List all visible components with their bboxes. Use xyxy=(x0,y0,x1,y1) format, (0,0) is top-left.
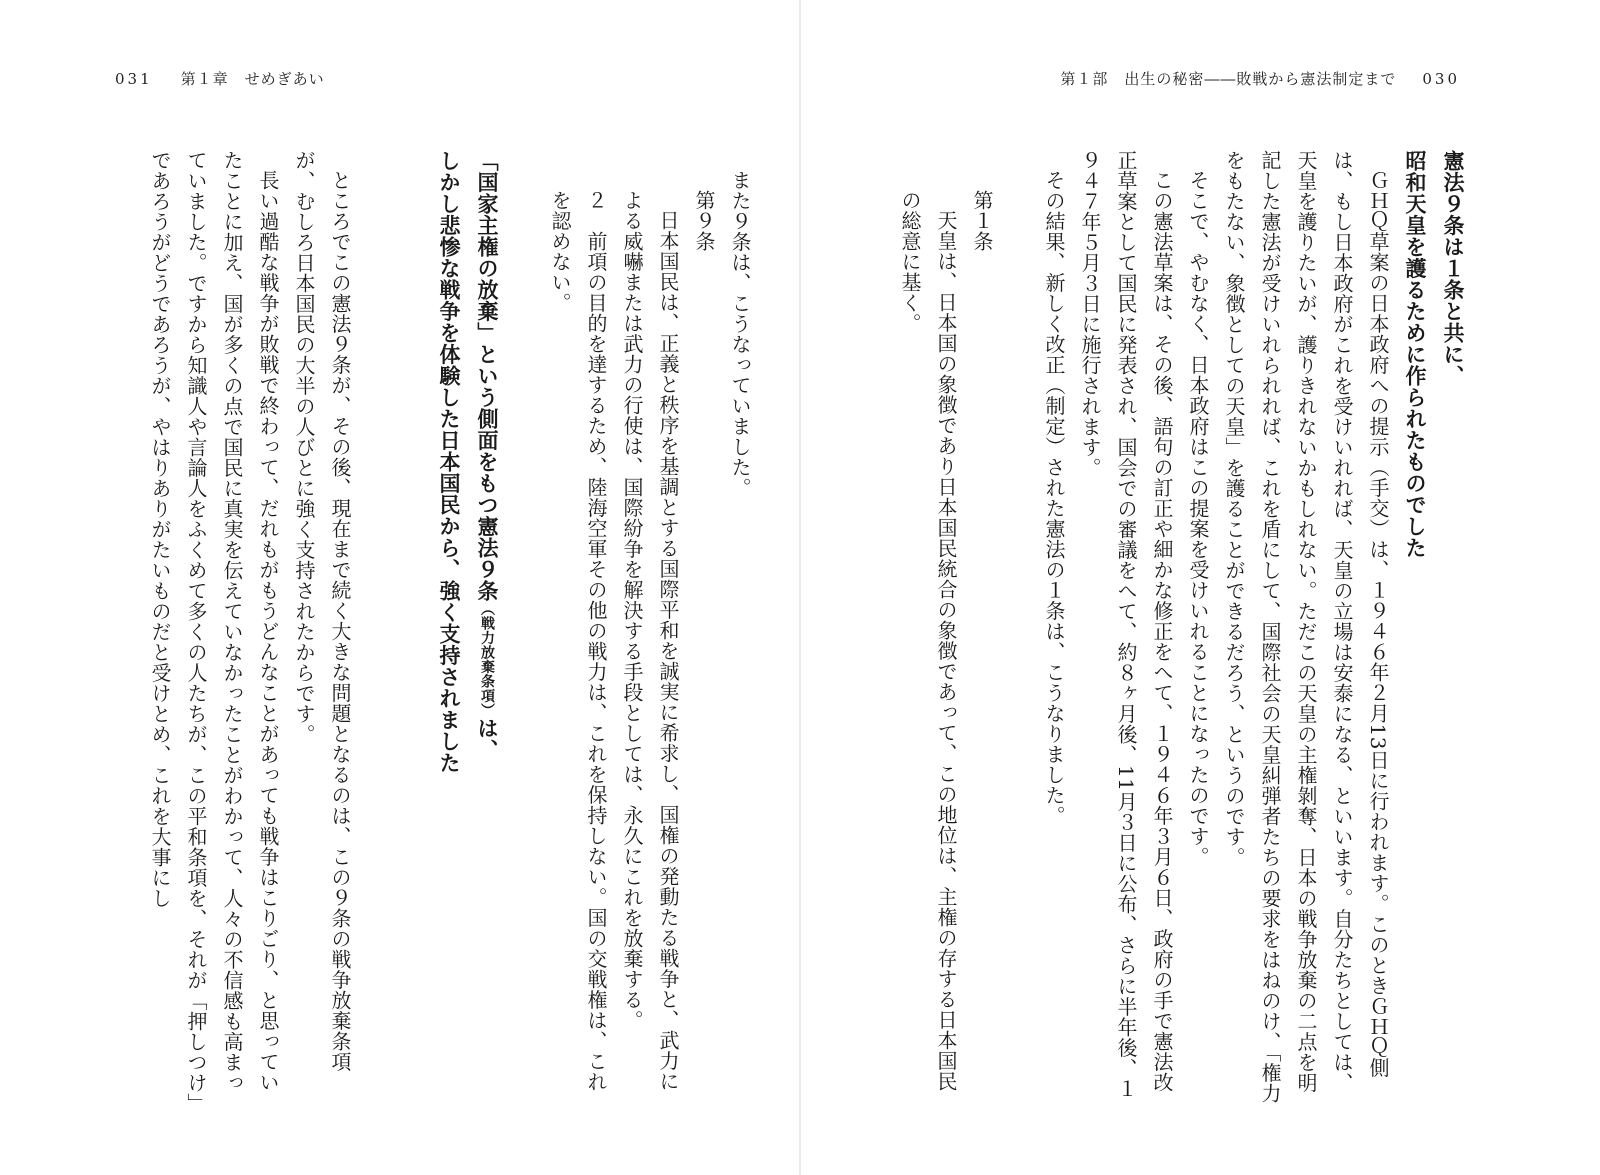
right-page xyxy=(800,0,1600,1175)
right-paragraph-4: その結果、新しく改正（制定）された憲法の１条は、こうなりました。 xyxy=(1042,170,1066,826)
right-running-head xyxy=(1060,68,1460,89)
article-9-clause-1: 日本国民は、正義と秩序を基調とする国際平和を誠実に希求し、国権の発動たる戦争と、武力による威嚇または武力の行使は、国際紛争を解決する手段としては、永久にこれを放棄する。 xyxy=(620,190,680,1092)
left-heading-line-1 xyxy=(468,150,506,1110)
right-paragraph-3: この憲法草案は、その後、語句の訂正や細かな修正をへて、１９４６年３月６日、政府の手で憲法改正草案として国民に発表され、国会での審議をへて、約８ヶ月後、11月３日に公布、さらに半年後、１９４７年５月３日に施行されます。 xyxy=(1078,150,1174,1099)
article-9-quote xyxy=(542,150,722,1110)
article-1-quote xyxy=(892,150,1000,1110)
article-1-title: 第１条 xyxy=(970,190,994,252)
left-paragraph-2: 長い過酷な戦争が敗戦で終わって、だれもがもうどんなことがあっても戦争はこりごり、と思っていたことに加え、国が多くの点で国民に真実を伝えていなかったことがわかって、人々の不信感も高まっていました。ですから知識人や言論人をふくめて多くの人たちが、この平和条項を、それが「押しつけ」であろうがどうであろうが、やはりありがたいものだと受けとめ、これを大事にし xyxy=(148,150,280,1104)
intro-article-9 xyxy=(722,150,758,1110)
left-paragraph-1: ところでこの憲法９条が、その後、現在まで続く大きな問題となるのは、この９条の戦争放棄条項が、むしろ日本国民の大半の人びとに強く支持されたからです。 xyxy=(292,150,352,1072)
right-paragraphs xyxy=(1036,150,1396,1110)
left-section-heading xyxy=(430,150,506,1110)
left-chapter-title: 第１章 せめぎあい xyxy=(180,70,325,88)
right-body-text xyxy=(850,150,1472,1110)
left-heading-part-2: は、 xyxy=(475,717,499,761)
article-1-clause: 天皇は、日本国の象徴であり日本国民統合の象徴であって、この地位は、主権の存する日本国民の総意に基く。 xyxy=(898,190,958,1092)
right-part-title: 第１部 出生の秘密――敗戦から憲法制定まで xyxy=(1060,70,1397,88)
right-section-heading xyxy=(1396,150,1472,1110)
left-body-text xyxy=(58,150,758,1110)
right-page-number: 030 xyxy=(1422,70,1460,88)
left-heading-paren: （戦力放棄条項） xyxy=(479,601,495,718)
left-page-number: 031 xyxy=(115,70,153,88)
left-heading-line-2: しかし悲惨な戦争を体験した日本国民から、強く支持されました xyxy=(437,150,461,774)
article-9-clause-2: ２ 前項の目的を達するため、陸海空軍その他の戦力は、これを保持しない。国の交戦権は、これを認めない。 xyxy=(548,190,608,1092)
right-paragraph-2: そこで、やむなく、日本政府はこの提案を受けいれることになったのです。 xyxy=(1186,170,1210,867)
left-paragraphs xyxy=(142,150,358,1110)
left-running-head xyxy=(115,68,325,89)
left-heading-part-1: 「国家主権の放棄」という側面をもつ憲法９条 xyxy=(475,150,499,602)
right-heading-line-1: 憲法９条は１条と共に、 xyxy=(1441,150,1465,387)
intro-article-9-text: また９条は、こうなっていました。 xyxy=(728,170,752,498)
right-heading-line-2: 昭和天皇を護るために作られたものでした xyxy=(1403,150,1427,559)
article-9-title: 第９条 xyxy=(692,190,716,252)
right-paragraph-1: ＧＨＱ草案の日本政府への提示（手交）は、１９４６年２月13日に行われます。このときＧＨＱ側は、もし日本政府がこれを受けいれれば、天皇の立場は安泰になる、といいます。自分たちとしては、天皇を護りたいが、護りきれないかもしれない。ただこの天皇の主権剝奪、日本の戦争放棄の二点を明記した憲法が受けいれられれば、これを盾にして、国際社会の天皇糾弾者たちの要求をはねのけ、「権力をもたない、象徴としての天皇」を護ることができるだろう、というのです。 xyxy=(1222,150,1390,1104)
